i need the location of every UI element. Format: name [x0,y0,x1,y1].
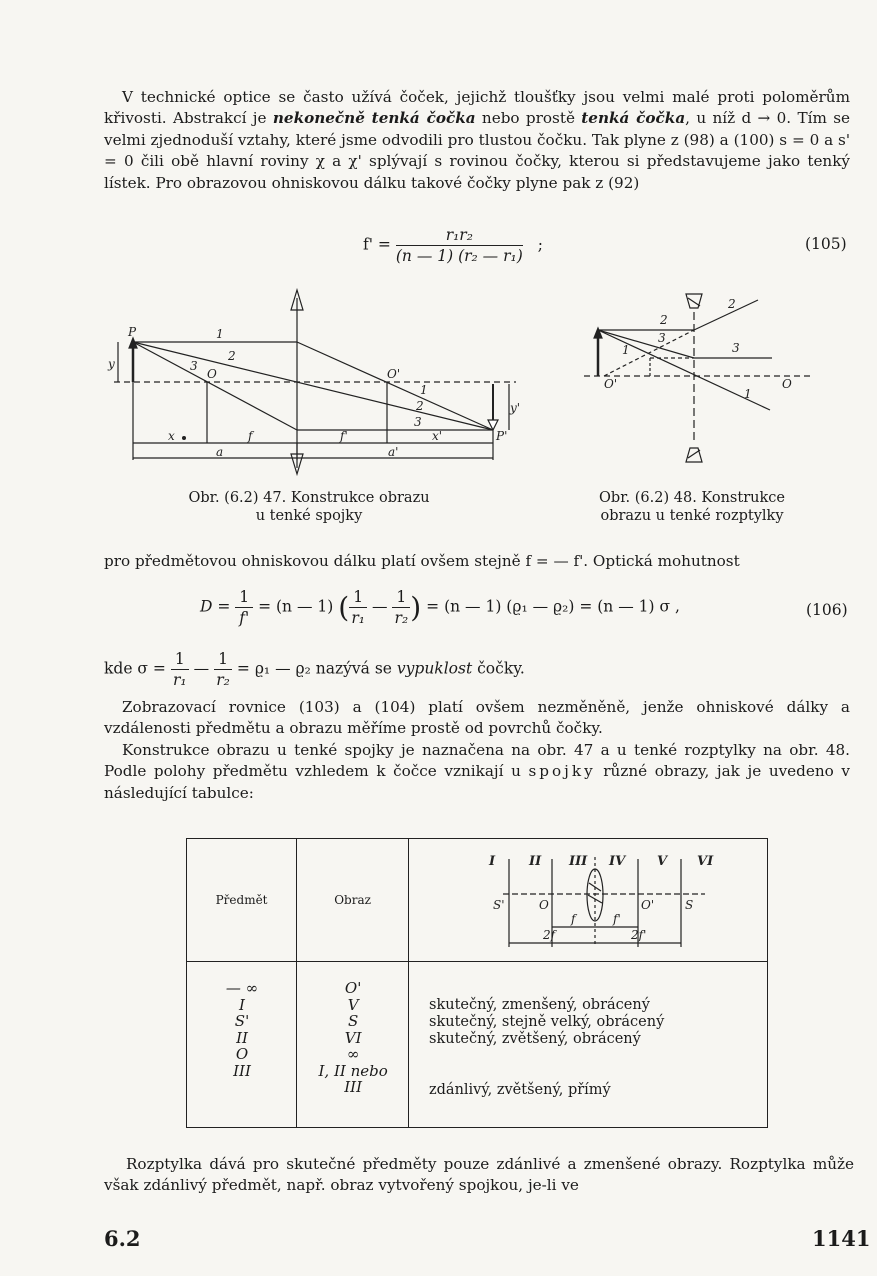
label48-2: 2 [728,297,736,311]
zone-2f: 2f [543,928,556,942]
lens-zone-diagram [409,839,767,961]
sigma-prefix: kde σ = [104,659,166,678]
label-P-prime: P' [496,429,508,443]
label-ray-3: 3 [190,359,198,373]
figure-48-caption [572,489,812,525]
label48-O: O [782,377,792,391]
paragraph-focal: pro předmětovou ohniskovou dálku platí ovšem stejně f = — f'. Optická mohutnost [104,552,740,570]
label-ray-1b: 1 [420,383,428,397]
label-f-prime: f' [340,429,348,443]
label-O-prime: O' [387,367,401,381]
object-row: I [239,995,245,1014]
eq106-r1: r₁ [351,609,365,627]
zone-f: f [571,912,576,926]
label48-3b: 3 [732,341,740,355]
page-number: 1141 [812,1226,871,1251]
images-column [297,980,409,1096]
sigma-term: vypuklost [396,659,473,678]
eq106-num: 1 [235,588,253,608]
label48-O-prime: O' [604,377,618,391]
eq106-num-r1: 1 [349,588,367,608]
eq106-frac-r1 [349,588,367,627]
eq106-den: f' [239,609,250,627]
label-ray-3b: 3 [414,415,422,429]
paragraph-diverging: Rozptylka dává pro skutečné předměty pouze zdánlivé a zmenšené obrazy. Rozptylka může však zdánlivý předmět, např. obraz vytvořený spojkou, je-li ve [104,1155,854,1195]
label-f: f [248,429,253,443]
image-row: I, II nebo [318,1061,388,1080]
description-row: skutečný, zvětšený, obrácený [429,1031,641,1047]
sigma-num-r1: 1 [171,650,189,670]
object-row: III [233,1061,251,1080]
fig47-caption-line2: u tenké spojky [255,508,363,524]
lens-bottom-hatch [688,450,700,458]
image-row: III [344,1078,363,1096]
eq106-r2: r₂ [394,609,409,627]
image-row: O' [344,979,362,997]
objects-cell [187,962,297,1128]
sigma-tail: = ϱ₁ — ϱ₂ nazývá se [236,659,392,678]
eq106-D: D = [200,597,231,616]
para4-spaced: spojky [528,762,596,781]
fig48-caption-line2: obrazu u tenké rozptylky [600,508,784,524]
label48-1: 1 [622,343,630,357]
image-row: ∞ [346,1045,360,1063]
label-a-prime: a' [388,445,399,459]
ray-a-refracted [694,300,758,330]
eq106-frac-f [235,588,253,627]
equation-106: D = $\frac{1}{f'}$ = (n — 1) ( $\frac{1}{\text{r₁}}$ — $\frac{1}{\text{r₂}}$ ) = (n — 1) (ϱ₁ — ϱ₂) = (n — 1) σ , [200,588,680,627]
lens-top-hatch [688,298,700,306]
zone-VI: VI [697,854,714,869]
label48-2b: 2 [660,313,668,327]
paragraph-construction [104,740,850,804]
ray-b-incident [598,330,694,358]
section-number: 6.2 [104,1226,141,1251]
focus-dot [182,436,186,440]
object-row: S' [234,1012,250,1030]
eq105-denominator: (n — 1) (r₂ — r₁) [395,247,523,265]
zone-IV: IV [609,854,626,869]
header-image: Obraz [297,839,409,962]
sigma-frac-r2 [214,650,232,689]
imaging-table [186,838,768,1128]
ray-1-refracted [297,342,493,430]
sigma-r2: r₂ [216,671,230,689]
eq106-number: (106) [806,601,848,619]
paragraph-imaging-equations: Zobrazovací rovnice (103) a (104) platí ovšem nezměněně, jenže ohniskové dálky a vzdálenosti předmětu a obrazu měříme prostě od povrchů čočky. [104,698,850,738]
eq105-number: (105) [805,235,847,253]
eq106-num-r2: 1 [392,588,410,608]
sigma-definition: kde σ = $\frac{1}{\text{r₁}}$ — $\frac{1}{\text{r₂}}$ = ϱ₁ — ϱ₂ nazývá se vypuklost čočky. [104,650,525,689]
para4-part-a: Konstrukce obrazu u tenké spojky je naznačena na obr. 47 a u tenké rozptylky na obr. 48. Podle polohy předmětu vzhledem k čočce vznikají u [104,741,850,781]
label48-1b: 1 [744,387,752,401]
zone-O: O [539,898,549,912]
figure-48-diverging-lens [582,290,812,470]
intro-paragraph: V technické optice se často užívá čoček, jejichž tloušťky jsou velmi malé proti poloměrům křivosti. Abstrakcí je nekonečně tenká čočka nebo prostě tenká čočka, u níž d → 0. Tím se velmi zjednoduší vztahy, které jsme odvodili pro tlustou čočku. Tak plyne z (98) a (100) s = 0 a s' = 0 čili obě hlavní roviny χ a χ' splývají s rovinou čočky, kterou si představujeme jako tenký lístek. Pro obrazovou ohniskovou dálku takové čočky plyne pak z (92) [104,88,850,192]
image-row: VI [344,1028,362,1047]
description-row: zdánlivý, zvětšený, přímý [429,1082,611,1098]
zone-III: III [569,854,588,869]
fig48-caption-line1: Obr. (6.2) 48. Konstrukce [599,490,785,506]
zone-V: V [657,854,668,869]
zone-I: I [489,854,496,869]
label-a: a [216,445,224,459]
label-O: O [207,367,217,381]
label-y: y [108,357,115,371]
label48-3: 3 [658,331,666,345]
sigma-num-r2: 1 [214,650,232,670]
sigma-frac-r1 [171,650,189,689]
ray-virtual-1 [604,330,694,376]
para4-part-b: různé obrazy, jak je uvedeno v následující tabulce: [104,762,851,802]
sigma-end: čočky. [477,659,525,678]
eq106-rest: = (n — 1) (ϱ₁ — ϱ₂) = (n — 1) σ , [426,597,680,616]
eq105-numerator: r₁r₂ [396,226,523,246]
description-row: skutečný, stejně velký, obrácený [429,1014,665,1030]
label-ray-2b: 2 [416,399,424,413]
zone-2f-prime: 2f' [631,928,647,942]
object-row: O [235,1045,249,1063]
figure-47-converging-lens [104,288,524,488]
zone-O-prime: O' [641,898,655,912]
eq105-fraction [396,226,523,265]
eq106-frac-r2 [392,588,410,627]
fig47-caption-line1: Obr. (6.2) 47. Konstrukce obrazu [188,490,430,506]
description-row: skutečný, zmenšený, obrácený [429,997,650,1013]
label-x-prime: x' [432,429,443,443]
descriptions-cell [409,962,768,1128]
object-row: II [236,1028,248,1047]
zone-f-prime: f' [613,912,621,926]
images-cell [297,962,409,1128]
ray-2 [133,342,493,430]
equation-105 [363,226,543,265]
header-object: Předmět [187,839,297,962]
sigma-r1: r₁ [172,671,187,689]
figure-47-caption [164,489,454,525]
eq105-lhs: f' = [363,235,391,254]
image-row: V [347,995,359,1014]
object-row: — ∞ [225,979,259,997]
label-ray-2: 2 [228,349,236,363]
zone-S-prime: S' [493,898,505,912]
image-row: S [347,1012,359,1030]
label-y-prime: y' [510,401,521,415]
label-ray-1: 1 [216,327,224,341]
ray-3-incident [133,342,297,430]
label-x: x [168,429,175,443]
zone-II: II [529,854,542,869]
zone-S: S [685,898,694,912]
header-diagram-cell [409,839,768,962]
objects-column [187,980,297,1079]
eq106-n1: = (n — 1) [258,597,334,616]
label-P: P [128,325,137,339]
eq105-semicolon: ; [537,235,543,254]
